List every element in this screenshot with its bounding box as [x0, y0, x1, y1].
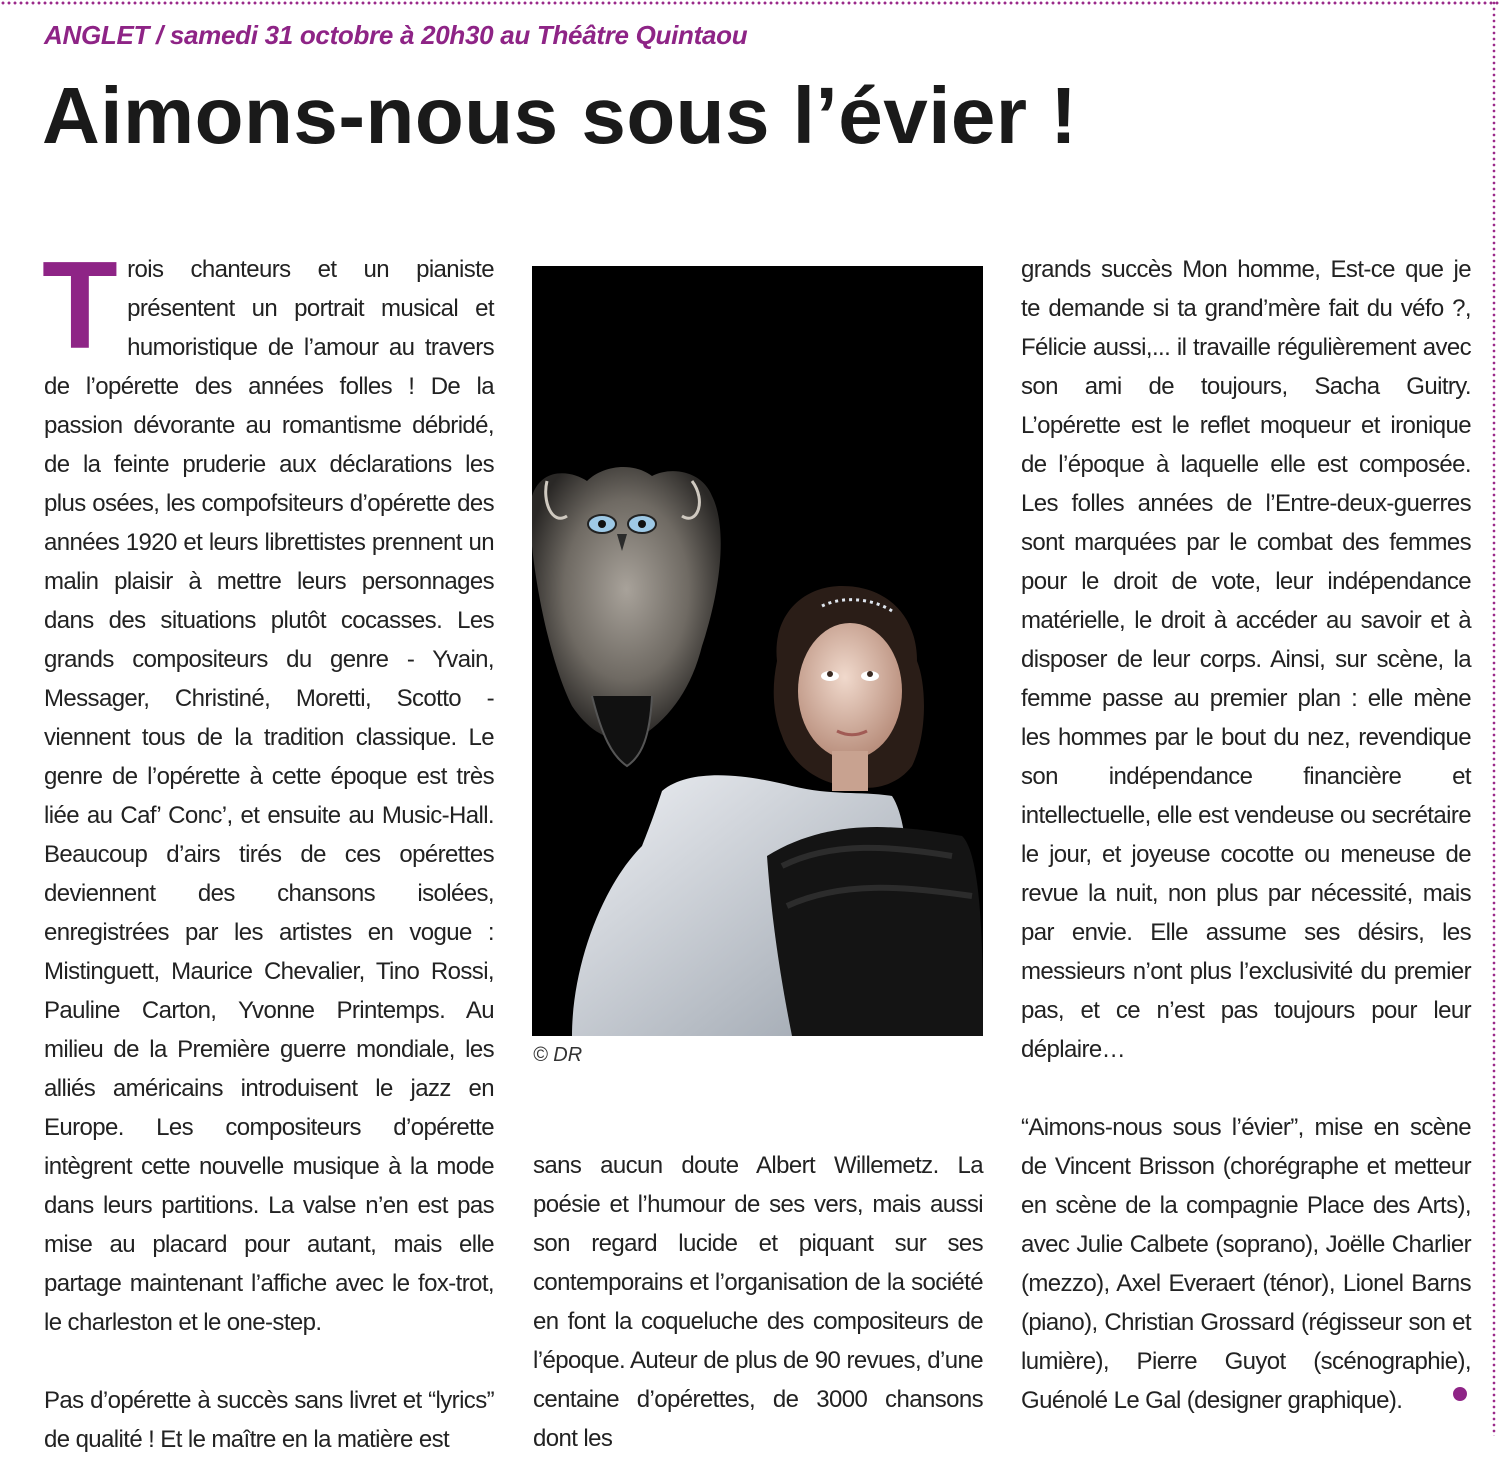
- article-photo: [532, 266, 983, 1036]
- column-3: [1021, 250, 1471, 1420]
- column-2: [533, 1146, 983, 1458]
- paragraph-lyrics: Pas d’opérette à succès sans livret et “lyrics” de qualité ! Et le maître en la matière est: [44, 1387, 494, 1453]
- top-dotted-rule: [0, 0, 1500, 6]
- event-kicker: ANGLET / samedi 31 octobre à 20h30 au Théâtre Quintaou: [44, 20, 748, 50]
- paragraph-intro: rois chanteurs et un pianiste présentent un portrait musical et humoristique de l’amour au travers de l’opérette des années folles ! De la passion dévorante au romantisme débridé, de la feinte pruderie aux déclarations les plus osées, les compofsiteurs d’opérette des années 1920 et leurs librettistes prennent un malin plaisir à mettre leurs personnages dans des situations plutôt cocasses. Les grands compositeurs du genre - Yvain, Messager, Christiné, Moretti, Scotto - viennent tous de la tradition classique. Le genre de l’opérette à cette époque est très liée au Caf’ Conc’, et ensuite au Music-Hall. Beaucoup d’airs tirés de ces opérettes deviennent des chansons isolées, enregistrées par les artistes en vogue : Mistinguett, Maurice Chevalier, Tino Rossi, Pauline Carton, Yvonne Printemps. Au milieu de la Première guerre mondiale, les alliés américains introduisent le jazz en Europe. Les compositeurs d’opérette intègrent cette nouvelle musique à la mode dans leurs partitions. La valse n’en est pas mise au placard pour autant, mais elle partage maintenant l’affiche avec le fox-trot, le charleston et le one-step.: [44, 256, 494, 1336]
- paragraph-annees-folles: grands succès Mon homme, Est-ce que je te demande si ta grand’mère fait du véfo ?, Félicie aussi,... il travaille régulièrement avec son ami de toujours, Sacha Guitry. L’opérette est le reflet moqueur et ironique de l’époque à laquelle elle est composée. Les folles années de l’Entre-deux-guerres sont marquées par le combat des femmes pour le droit de vote, leur indépendance matérielle, le droit à accéder au savoir et à disposer de leur corps. Ainsi, sur scène, la femme passe au premier plan : elle mène les hommes par le bout du nez, revendique son indépendance financière et intellectuelle, elle est vendeuse ou secrétaire le jour, et joyeuse cocotte ou meneuse de revue la nuit, non plus par nécessité, mais par envie. Elle assume ses désirs, les messieurs n’ont plus l’exclusivité du premier pas, et ce n’est pas toujours pour leur déplaire…: [1021, 256, 1471, 1063]
- right-dotted-rule: [1492, 0, 1496, 1436]
- paragraph-credits: “Aimons-nous sous l’évier”, mise en scène de Vincent Brisson (chorégraphe et metteur en scène de la compagnie Place des Arts), avec Julie Calbete (soprano), Joëlle Charlier (mezzo), Axel Everaert (ténor), Lionel Barns (piano), Christian Grossard (régisseur son et lumière), Pierre Guyot (scénographie), Guénolé Le Gal (designer graphique).: [1021, 1114, 1471, 1414]
- drop-cap: T: [42, 237, 118, 375]
- photo-credit: © DR: [533, 1044, 583, 1066]
- column-1: [42, 237, 494, 1459]
- paragraph-willemetz: sans aucun doute Albert Willemetz. La poésie et l’humour de ses vers, mais aussi son regard lucide et piquant sur ses contemporains et l’organisation de la société en font la coqueluche des compositeurs de l’époque. Auteur de plus de 90 revues, d’une centaine d’opérettes, de 3000 chansons dont les: [533, 1152, 983, 1452]
- end-of-article-dot: [1453, 1387, 1467, 1401]
- article-headline: Aimons-nous sous l’évier !: [42, 71, 1078, 160]
